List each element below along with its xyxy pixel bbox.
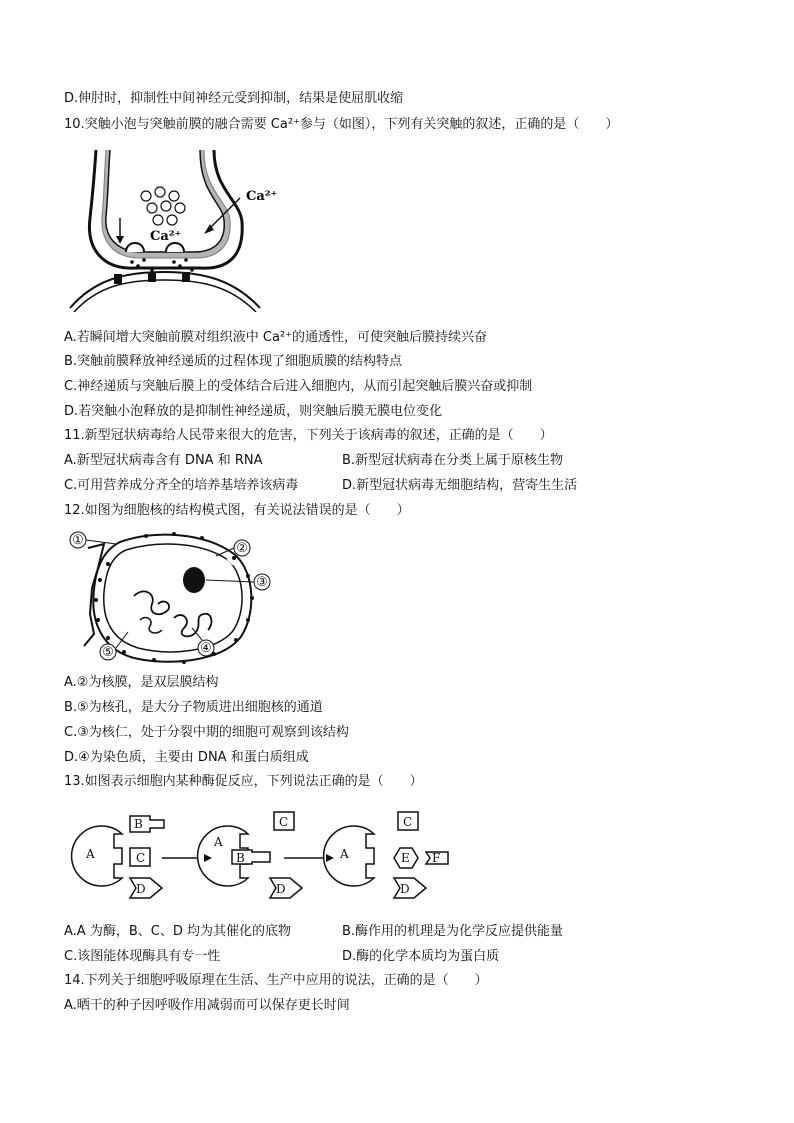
label-1: ①: [72, 533, 84, 548]
label-c: C: [136, 851, 146, 865]
q10-stem: 10.突触小泡与突触前膜的融合需要 Ca²⁺参与（如图），下列有关突触的叙述，正确的是（ ）: [64, 117, 619, 132]
label-b: B: [236, 851, 245, 865]
q10-option-d: D.若突触小泡释放的是抑制性神经递质，则突触后膜无膜电位变化: [64, 404, 443, 419]
q11-option-a: A.新型冠状病毒含有 DNA 和 RNA: [64, 453, 263, 468]
substrate-d: [130, 878, 162, 898]
receptor: [148, 272, 156, 282]
q11-stem: 11.新型冠状病毒给人民带来很大的危害，下列关于该病毒的叙述，正确的是（ ）: [64, 428, 553, 443]
nucleolus: [183, 567, 205, 593]
q14-stem: 14.下列关于细胞呼吸原理在生活、生产中应用的说法，正确的是（ ）: [64, 973, 488, 988]
q11-option-d: D.新型冠状病毒无细胞结构，营寄生生活: [342, 478, 578, 493]
q13-option-a: A.A 为酶，B、C、D 均为其催化的底物: [64, 924, 291, 939]
nucleus-figure: [64, 528, 290, 670]
q9-option-d: D.伸肘时，抑制性中间神经元受到抑制，结果是使屈肌收缩: [64, 91, 404, 106]
label-3: ③: [256, 575, 268, 590]
label-d: D: [136, 882, 146, 896]
q10-option-b: B.突触前膜释放神经递质的过程体现了细胞质膜的结构特点: [64, 354, 403, 369]
ca-label-inside: Ca²⁺: [150, 229, 182, 244]
label-2: ②: [236, 541, 248, 556]
enzyme-figure: [64, 806, 464, 906]
q11-option-c: C.可用营养成分齐全的培养基培养该病毒: [64, 478, 299, 493]
receptor: [114, 274, 122, 284]
enzyme-a: [324, 826, 374, 886]
q13-stem: 13.如图表示细胞内某种酶促反应，下列说法正确的是（ ）: [64, 774, 423, 789]
label-d: D: [400, 882, 410, 896]
q12-option-d: D.④为染色质，主要由 DNA 和蛋白质组成: [64, 750, 309, 765]
q12-stem: 12.如图为细胞核的结构模式图，有关说法错误的是（ ）: [64, 503, 410, 518]
q11-option-b: B.新型冠状病毒在分类上属于原核生物: [342, 453, 564, 468]
label-4: ④: [200, 641, 212, 656]
q14-option-a: A.晒干的种子因呼吸作用减弱而可以保存更长时间: [64, 998, 350, 1013]
label-b: B: [134, 817, 143, 831]
ca-label-outside: Ca²⁺: [246, 189, 278, 204]
label-d: D: [276, 882, 286, 896]
label-a: A: [340, 847, 349, 861]
q13-option-b: B.酶作用的机理是为化学反应提供能量: [342, 924, 564, 939]
enzyme-a: [72, 826, 122, 886]
label-a: A: [86, 847, 95, 861]
synapse-figure: [64, 140, 284, 312]
substrate-d: [394, 878, 426, 898]
q10-option-c: C.神经递质与突触后膜上的受体结合后进入细胞内，从而引起突触后膜兴奋或抑制: [64, 379, 533, 394]
postsynaptic-membrane: [70, 272, 260, 308]
label-5: ⑤: [102, 645, 114, 660]
q12-option-b: B.⑤为核孔，是大分子物质进出细胞核的通道: [64, 700, 323, 715]
label-c: C: [279, 815, 289, 829]
q13-option-d: D.酶的化学本质均为蛋白质: [342, 949, 500, 964]
q12-option-c: C.③为核仁，处于分裂中期的细胞可观察到该结构: [64, 725, 349, 740]
q10-option-a: A.若瞬间增大突触前膜对组织液中 Ca²⁺的通透性，可使突触后膜持续兴奋: [64, 330, 488, 345]
label-a: A: [214, 835, 223, 849]
label-e: E: [401, 851, 410, 865]
q12-option-a: A.②为核膜，是双层膜结构: [64, 675, 219, 690]
receptor: [182, 272, 190, 282]
substrate-d: [270, 878, 302, 898]
label-f: F: [432, 851, 441, 865]
label-c: C: [403, 815, 413, 829]
q13-option-c: C.该图能体现酶具有专一性: [64, 949, 221, 964]
